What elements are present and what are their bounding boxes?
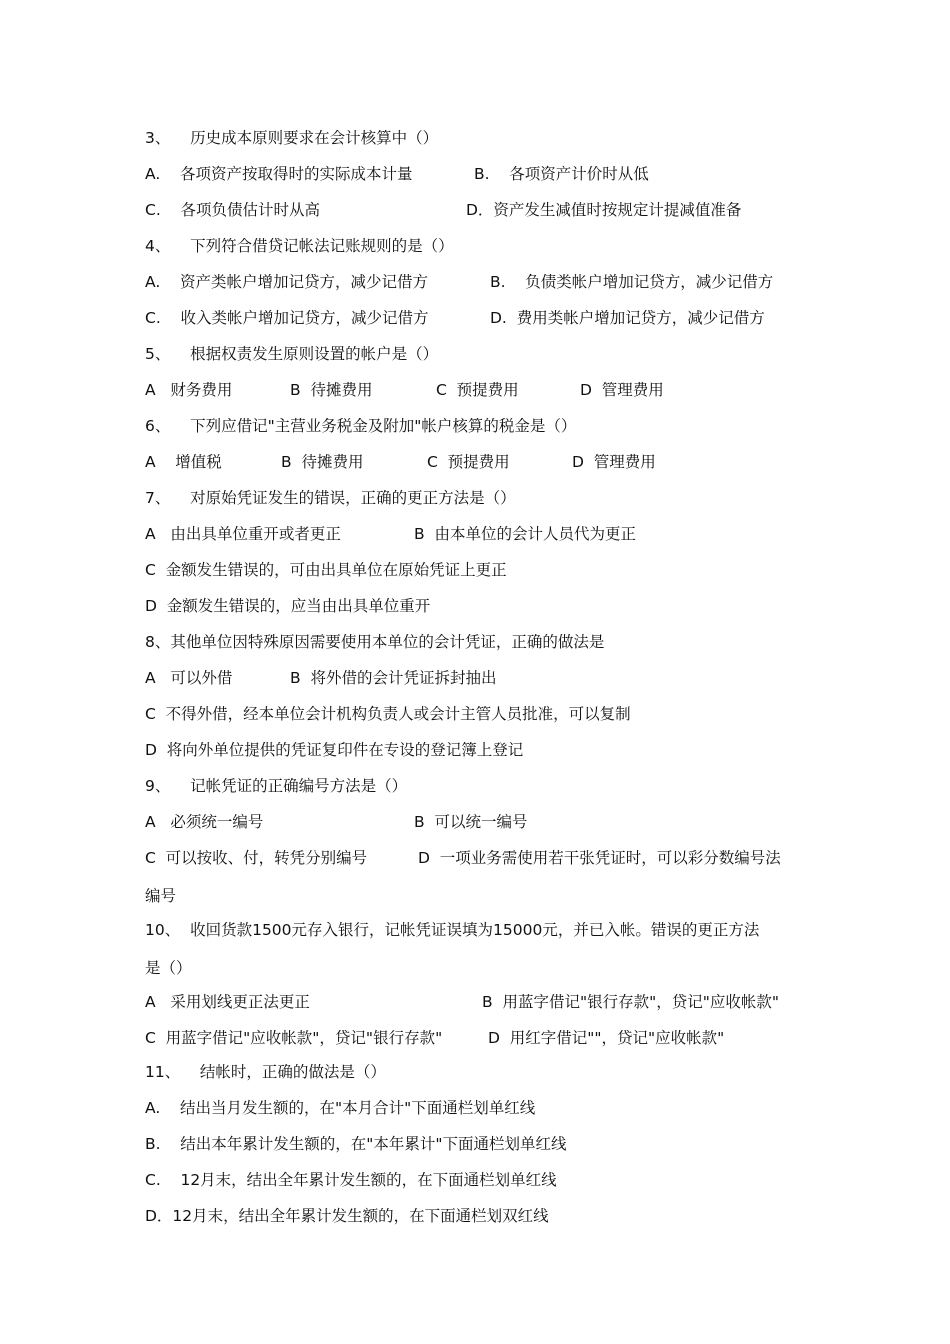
- question-7-option-b: B 由本单位的会计人员代为更正: [414, 525, 636, 543]
- question-11-option-a: A. 结出当月发生额的，在"本月合计"下面通栏划单红线: [145, 1099, 536, 1117]
- question-3-option-d: D．资产发生减值时按规定计提减值准备: [466, 201, 742, 219]
- question-4-option-a: A. 资产类帐户增加记贷方，减少记借方: [145, 273, 428, 291]
- question-10-stem: 10、 收回货款1500元存入银行，记帐凭证误填为15000元，并已入帐。错误的更正方法: [145, 921, 760, 939]
- question-11-stem: 11、 结帐时，正确的做法是（）: [145, 1063, 386, 1081]
- question-6-option-b: B 待摊费用: [281, 453, 364, 471]
- question-5-option-b: B 待摊费用: [290, 381, 373, 399]
- question-4-stem: 4、 下列符合借贷记帐法记账规则的是（）: [145, 237, 454, 255]
- question-9-option-c: C 可以按收、付，转凭分别编号: [145, 849, 368, 867]
- question-11-option-c: C. 12月末，结出全年累计发生额的，在下面通栏划单红线: [145, 1171, 557, 1189]
- question-10-option-b: B 用蓝字借记"银行存款"，贷记"应收帐款": [482, 993, 780, 1011]
- question-9-option-d-continued: 编号: [145, 887, 177, 905]
- question-10-option-d: D 用红字借记""，贷记"应收帐款": [488, 1029, 725, 1047]
- question-7-option-d: D 金额发生错误的，应当由出具单位重开: [145, 597, 431, 615]
- question-8-option-a: A 可以外借: [145, 669, 233, 687]
- question-7-option-a: A 由出具单位重开或者更正: [145, 525, 341, 543]
- question-8-option-d: D 将向外单位提供的凭证复印件在专设的登记簿上登记: [145, 741, 524, 759]
- question-9-stem: 9、 记帐凭证的正确编号方法是（）: [145, 777, 408, 795]
- question-5-option-a: A 财务费用: [145, 381, 233, 399]
- question-10-option-a: A 采用划线更正法更正: [145, 993, 310, 1011]
- question-4-option-d: D. 费用类帐户增加记贷方，减少记借方: [490, 309, 765, 327]
- question-8-option-c: C 不得外借，经本单位会计机构负责人或会计主管人员批准，可以复制: [145, 705, 631, 723]
- question-11-option-d: D．12月末，结出全年累计发生额的，在下面通栏划双红线: [145, 1207, 549, 1225]
- question-10-stem-continued: 是（）: [145, 959, 192, 977]
- question-10-option-c: C 用蓝字借记"应收帐款"，贷记"银行存款": [145, 1029, 443, 1047]
- question-3-option-b: B. 各项资产计价时从低: [474, 165, 649, 183]
- question-9-option-a: A 必须统一编号: [145, 813, 264, 831]
- question-6-option-d: D 管理费用: [572, 453, 656, 471]
- question-3-stem: 3、 历史成本原则要求在会计核算中（）: [145, 129, 439, 147]
- question-8-option-b: B 将外借的会计凭证拆封抽出: [290, 669, 497, 687]
- question-9-option-b: B 可以统一编号: [414, 813, 528, 831]
- question-5-option-d: D 管理费用: [580, 381, 664, 399]
- question-3-option-c: C. 各项负债估计时从高: [145, 201, 320, 219]
- question-6-option-c: C 预提费用: [427, 453, 510, 471]
- question-5-stem: 5、 根据权责发生原则设置的帐户是（）: [145, 345, 439, 363]
- question-4-option-c: C. 收入类帐户增加记贷方，减少记借方: [145, 309, 429, 327]
- question-5-option-c: C 预提费用: [436, 381, 519, 399]
- question-6-stem: 6、 下列应借记"主营业务税金及附加"帐户核算的税金是（）: [145, 417, 577, 435]
- question-3-option-a: A. 各项资产按取得时的实际成本计量: [145, 165, 413, 183]
- question-4-option-b: B. 负债类帐户增加记贷方，减少记借方: [490, 273, 774, 291]
- question-7-option-c: C 金额发生错误的，可由出具单位在原始凭证上更正: [145, 561, 507, 579]
- question-6-option-a: A 增值税: [145, 453, 222, 471]
- question-11-option-b: B. 结出本年累计发生额的，在"本年累计"下面通栏划单红线: [145, 1135, 567, 1153]
- question-8-stem: 8、其他单位因特殊原因需要使用本单位的会计凭证，正确的做法是: [145, 633, 605, 651]
- question-7-stem: 7、 对原始凭证发生的错误，正确的更正方法是（）: [145, 489, 516, 507]
- question-9-option-d: D 一项业务需使用若干张凭证时，可以彩分数编号法: [418, 849, 781, 867]
